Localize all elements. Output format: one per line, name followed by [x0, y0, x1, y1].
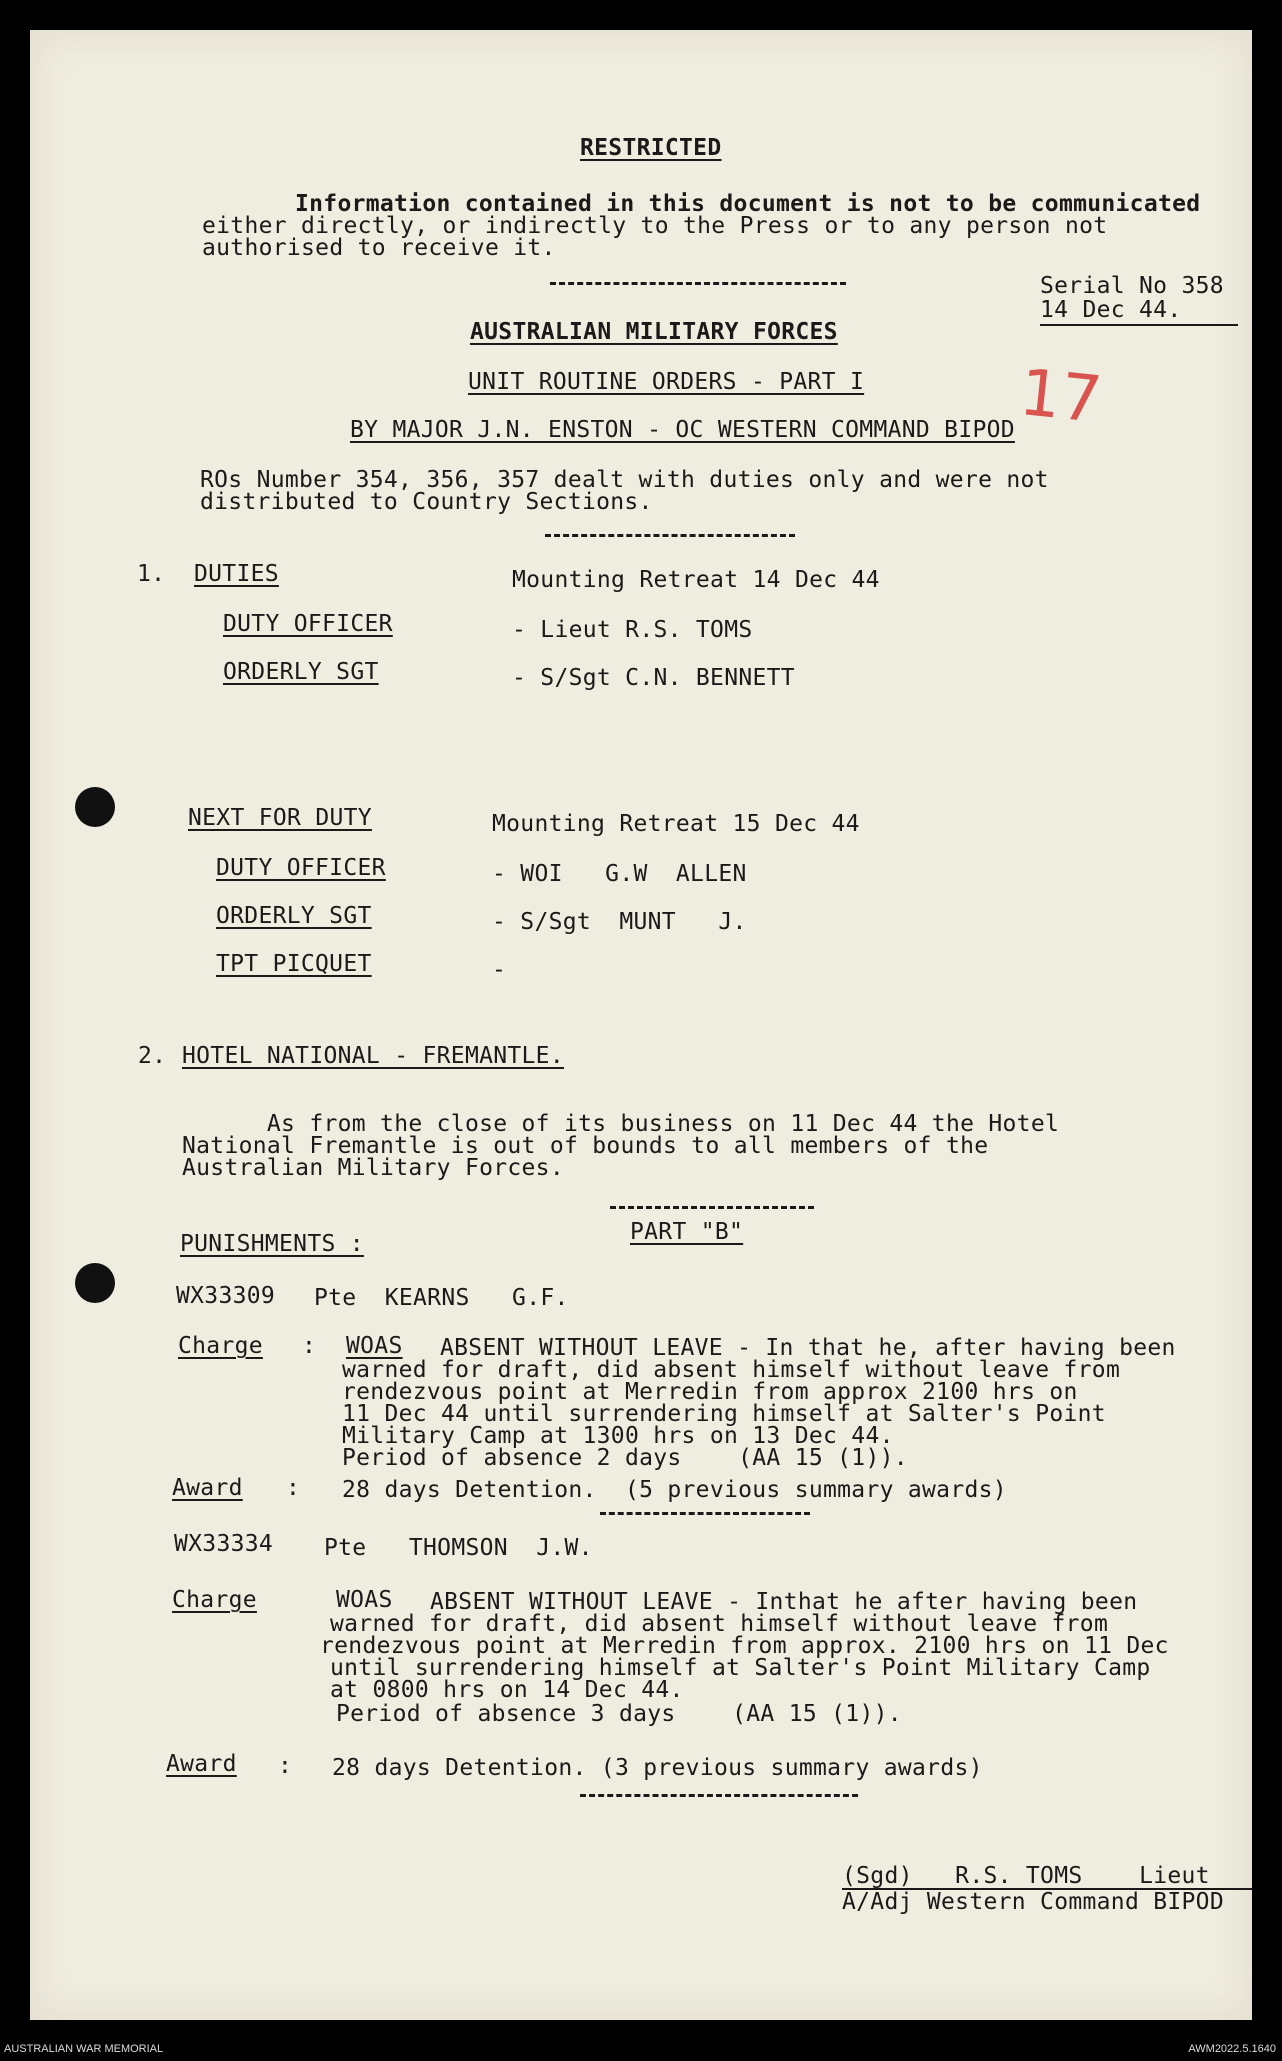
next-duty-role-value: - [492, 957, 507, 983]
charge-line: ABSENT WITHOUT LEAVE - Inthat he after having been [430, 1589, 1138, 1615]
document-date: 14 Dec 44. [1040, 297, 1182, 323]
charge-line: warned for draft, did absent himself without leave from [342, 1357, 1121, 1383]
service-number: WX33309 [176, 1283, 276, 1309]
hotel-body-line-2: National Fremantle is out of bounds to all members of the [182, 1133, 989, 1159]
duty-role-value: - Lieut R.S. TOMS [512, 617, 753, 643]
next-duty-role-label: DUTY OFFICER [216, 855, 386, 881]
notice-line-2: either directly, or indirectly to the Press or to any person not [202, 213, 1108, 239]
separator [610, 1206, 814, 1209]
award-value: 28 days Detention. (5 previous summary awards) [342, 1477, 1007, 1503]
hotel-body-line-1: As from the close of its business on 11 Dec 44 the Hotel [182, 1111, 1060, 1137]
separator [600, 1512, 810, 1515]
separator [545, 534, 795, 537]
part-b-heading: PART "B" [630, 1219, 744, 1245]
charge-line: Period of absence 2 days (AA 15 (1)). [342, 1445, 908, 1471]
service-number: WX33334 [174, 1531, 274, 1557]
charge-code: WOAS [346, 1333, 403, 1359]
next-duty-role-value: - WOI G.W ALLEN [492, 861, 747, 887]
authority-heading: BY MAJOR J.N. ENSTON - OC WESTERN COMMAND BIPOD [350, 417, 1015, 443]
duties-heading: DUTIES [194, 561, 279, 587]
punch-hole [75, 787, 115, 827]
next-duty-mounting: Mounting Retreat 15 Dec 44 [492, 811, 860, 837]
next-duty-role-value: - S/Sgt MUNT J. [492, 909, 747, 935]
intro-line-1: ROs Number 354, 356, 357 dealt with duties only and were not [200, 467, 1049, 493]
order-type-heading: UNIT ROUTINE ORDERS - PART I [468, 369, 865, 395]
notice-line-3: authorised to receive it. [202, 235, 556, 261]
charge-line: Period of absence 3 days (AA 15 (1)). [336, 1701, 902, 1727]
intro-line-2: distributed to Country Sections. [200, 489, 653, 515]
signature-line-2: A/Adj Western Command BIPOD [842, 1889, 1224, 1915]
separator [550, 282, 846, 285]
document-page [30, 30, 1252, 2020]
hotel-heading: HOTEL NATIONAL - FREMANTLE. [182, 1043, 564, 1069]
unit-heading: AUSTRALIAN MILITARY FORCES [470, 319, 838, 345]
duty-role-label: ORDERLY SGT [223, 659, 379, 685]
charge-line: rendezvous point at Merredin from approx 2100 hrs on [342, 1379, 1078, 1405]
punch-hole [75, 1263, 115, 1303]
award-label: Award [166, 1751, 237, 1777]
archive-reference: AWM2022.5.1640 [1188, 2043, 1276, 2055]
punishments-heading: PUNISHMENTS : [180, 1231, 364, 1257]
colon: : [286, 1475, 301, 1501]
next-duty-role-label: TPT PICQUET [216, 951, 372, 977]
separator [580, 1794, 858, 1797]
next-duty-heading: NEXT FOR DUTY [188, 805, 372, 831]
classification-heading: RESTRICTED [580, 135, 722, 161]
charge-line: 11 Dec 44 until surrendering himself at Salter's Point [342, 1401, 1106, 1427]
handwritten-page-number: 17 [1016, 355, 1106, 439]
section-number: 2. [138, 1043, 167, 1069]
date-underline [1040, 324, 1238, 326]
colon: : [302, 1333, 317, 1359]
duties-mounting: Mounting Retreat 14 Dec 44 [512, 567, 880, 593]
charge-line: warned for draft, did absent himself without leave from [330, 1611, 1109, 1637]
section-number: 1. [137, 561, 166, 587]
colon: : [278, 1753, 293, 1779]
rank-name: Pte THOMSON J.W. [324, 1535, 593, 1561]
award-value: 28 days Detention. (3 previous summary awards) [332, 1755, 983, 1781]
archive-credit: AUSTRALIAN WAR MEMORIAL [4, 2043, 164, 2055]
serial-number: Serial No 358 [1040, 273, 1224, 299]
award-label: Award [172, 1475, 243, 1501]
next-duty-role-label: ORDERLY SGT [216, 903, 372, 929]
duty-role-label: DUTY OFFICER [223, 611, 393, 637]
charge-line: ABSENT WITHOUT LEAVE - In that he, after having been [440, 1335, 1176, 1361]
charge-line: Military Camp at 1300 hrs on 13 Dec 44. [342, 1423, 894, 1449]
notice-line-1: Information contained in this document is not to be communicated [295, 191, 1201, 217]
signature-line-1: (Sgd) R.S. TOMS Lieut [842, 1863, 1210, 1889]
charge-code: WOAS [336, 1587, 393, 1613]
charge-label: Charge [172, 1587, 257, 1613]
charge-line: rendezvous point at Merredin from approx. 2100 hrs on 11 Dec [320, 1633, 1169, 1659]
duty-role-value: - S/Sgt C.N. BENNETT [512, 665, 795, 691]
rank-name: Pte KEARNS G.F. [314, 1285, 569, 1311]
charge-line: until surrendering himself at Salter's Point Military Camp [330, 1655, 1151, 1681]
charge-label: Charge [178, 1333, 263, 1359]
hotel-body-line-3: Australian Military Forces. [182, 1155, 564, 1181]
charge-line: at 0800 hrs on 14 Dec 44. [330, 1677, 684, 1703]
